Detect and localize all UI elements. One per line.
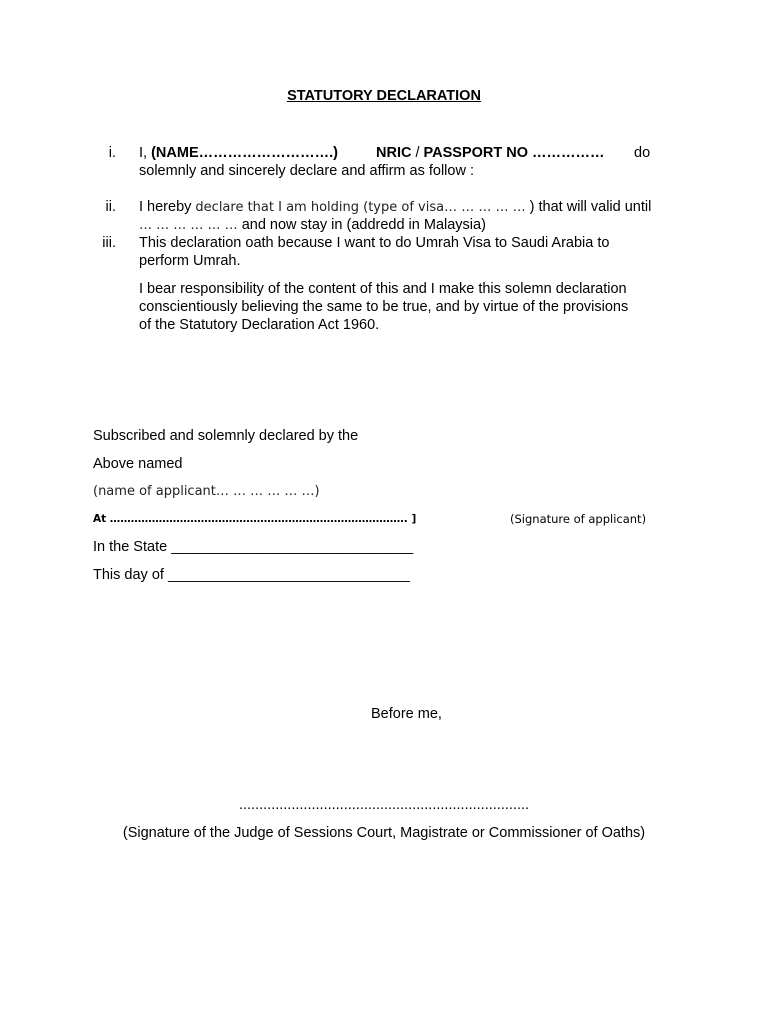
before-me-text: Before me, (371, 706, 442, 722)
item-iii-line-2: perform Umrah. (139, 253, 241, 269)
item-i-prefix: I, (139, 145, 152, 161)
item-number-i: i. (108, 145, 116, 161)
document-title: STATUTORY DECLARATION (287, 88, 481, 104)
item-i-do: do (634, 145, 651, 161)
item-ii-line-1 (139, 198, 651, 217)
passport-label: PASSPORT NO …………… (423, 145, 605, 161)
item-ii-line-2 (139, 216, 486, 235)
responsibility-line-3: of the Statutory Declaration Act 1960. (139, 317, 380, 333)
item-ii-prefix: I hereby (139, 199, 196, 215)
item-i-line-1 (139, 144, 338, 162)
judge-signature-label: (Signature of the Judge of Sessions Court, Magistrate or Commissioner of Oaths) (122, 825, 646, 841)
item-number-ii: ii. (105, 199, 116, 215)
this-day-line: This day of ______________________________ (93, 567, 410, 583)
item-ii-suffix: ) that will valid until (525, 199, 652, 215)
nric-slash: / (411, 145, 424, 161)
above-named-text: Above named (93, 456, 183, 472)
applicant-name-placeholder: (name of applicant… … … … … …) (93, 484, 320, 499)
item-iii-line-1: This declaration oath because I want to do Umrah Visa to Saudi Arabia to (139, 235, 610, 251)
item-number-iii: iii. (102, 235, 116, 251)
nric-passport-field (376, 144, 605, 162)
judge-signature-dotted-line: ........................................................................ (238, 797, 530, 813)
visa-type-placeholder: declare that I am holding (type of visa… … … … … (195, 200, 526, 215)
item-i-line-2: solemnly and sincerely declare and affirm as follow : (139, 163, 475, 179)
nric-label: NRIC (376, 145, 412, 161)
responsibility-line-1: I bear responsibility of the content of this and I make this solemn declaration (139, 281, 627, 297)
address-text: and now stay in (addredd in Malaysia) (237, 217, 486, 233)
applicant-signature-label: (Signature of applicant) (510, 512, 647, 526)
in-the-state-line: In the State ______________________________ (93, 539, 414, 555)
at-place-line: At …………………………………………………………………………. ] (93, 513, 417, 525)
name-placeholder: (NAME……………………….) (151, 145, 338, 161)
subscribed-text: Subscribed and solemnly declared by the (93, 428, 359, 444)
valid-until-placeholder: … … … … … … (139, 218, 238, 233)
responsibility-line-2: conscientiously believing the same to be true, and by virtue of the provisions (139, 299, 629, 315)
